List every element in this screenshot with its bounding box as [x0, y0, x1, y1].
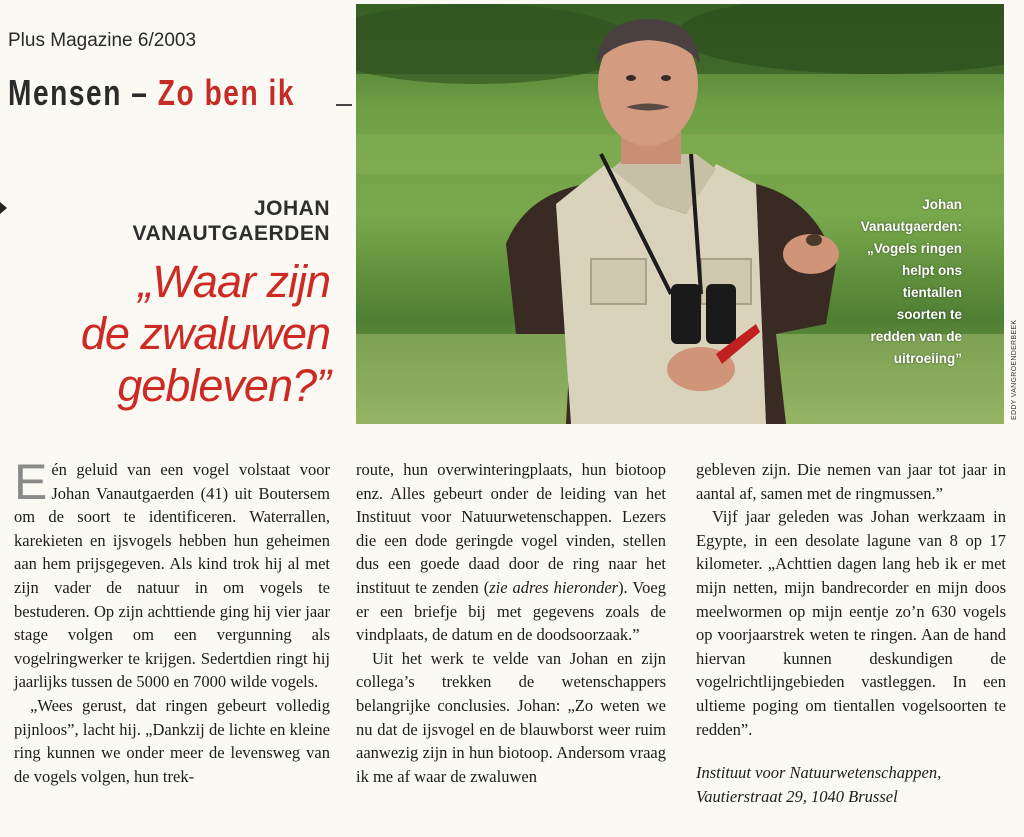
source-label: Plus Magazine 6/2003 [8, 30, 197, 51]
person-first-name: JOHAN [253, 197, 330, 220]
person-last-name: VANAUTGAERDEN [132, 222, 330, 245]
section-kicker-part2: Zo ben ik [157, 72, 296, 113]
article-column-1 [14, 454, 330, 788]
kicker-rule [336, 104, 352, 106]
caption-line: Johan [922, 197, 962, 212]
section-kicker-part1: Mensen – [8, 72, 158, 113]
caption-line: „Vogels ringen [866, 241, 962, 256]
caption-line: Vanautgaerden: [860, 219, 962, 234]
article-paragraph: gebleven zijn. Die nemen van jaar tot jaar in aantal af, samen met de ringmussen.” [696, 460, 1006, 503]
paragraph-text: ). Voeg er een briefje bij met gegevens zoals de vindplaats, de datum en de doodsoorzaak.” [356, 577, 666, 645]
institute-address [696, 761, 1006, 808]
caption-line: soorten te [896, 307, 962, 322]
caption-line: uitroeiing” [893, 351, 962, 366]
paragraph-text: én geluid van een vogel volstaat voor Johan Vanautgaerden (41) uit Boutersem om de soort te identificeren. Waterrallen, karekieten en ijsvogels hebben hun geheimen aan hem prijsgegeven. Als kind trok hij al met zijn vader de natuur in om vogels te bestuderen. Op zijn achttiende ging hij vier jaar stage volgen om een vergunning als vogelringwerker te krijgen. Sedertdien ringt hij jaarlijks tussen de 5000 en 7000 wilde vogels. [14, 460, 330, 692]
article-column-3 [696, 458, 1006, 808]
article-paragraph [356, 458, 666, 647]
portrait-photo [356, 4, 1004, 424]
section-kicker [8, 72, 295, 114]
headline [81, 256, 330, 412]
drop-cap: E [14, 454, 48, 510]
headline-line-2: de zwaluwen [80, 308, 330, 359]
photo-caption [861, 194, 962, 370]
caption-line: tientallen [902, 285, 962, 300]
article-column-2 [356, 458, 666, 788]
article-paragraph: Uit het werk te velde van Johan en zijn collega’s trekken de wetenschappers belangrijke conclusies. Johan: „Zo weten we nu dat de ijsvogel en de blauwborst weer ruim aanwezig zijn in hun biotoop. Andersom vraag ik me af waar de zwaluwen [356, 648, 666, 786]
article-paragraph [14, 454, 330, 694]
headline-line-3: gebleven?” [117, 360, 330, 411]
photo-credit: EDDY VANGROENDERBEEK [1011, 319, 1018, 420]
article-paragraph: „Wees gerust, dat ringen gebeurt volledig pijnloos”, lacht hij. „Dankzij de lichte en kleine ring kunnen we onder meer de levensweg van de vogels volgen, hun trek- [14, 695, 330, 786]
paragraph-text: route, hun overwinteringplaats, hun biotoop enz. Alles gebeurt onder de leiding van het Instituut voor Natuurwetenschappen. Lezers die een dode geringde vogel vinden, stellen dus een goede daad door de ring naar het instituut te zenden ( [356, 460, 666, 597]
address-line-2: Vautierstraat 29, 1040 Brussel [696, 786, 898, 806]
caption-line: helpt ons [902, 263, 962, 278]
page-marker-arrow-icon [0, 202, 7, 214]
headline-line-1: „Waar zijn [138, 256, 330, 307]
caption-line: redden van de [870, 329, 962, 344]
address-reference: zie adres hieronder [489, 577, 619, 597]
address-line-1: Instituut voor Natuurwetenschappen, [696, 763, 942, 783]
article-paragraph: Vijf jaar geleden was Johan werkzaam in Egypte, in een desolate lagune van 8 op 17 kilometer. „Achttien dagen lang heb ik er met mijn netten, mijn bandrecorder en mijn doos meelwormen op mijn eentje zo’n 630 vogels op voorjaarstrek weten te ringen. Aan de hand hiervan kunnen deskundigen de vogelrichtlijngebieden vastleggen. In een ultieme poging om tientallen vogelsoorten te redden”. [696, 507, 1006, 739]
person-name [133, 196, 330, 246]
